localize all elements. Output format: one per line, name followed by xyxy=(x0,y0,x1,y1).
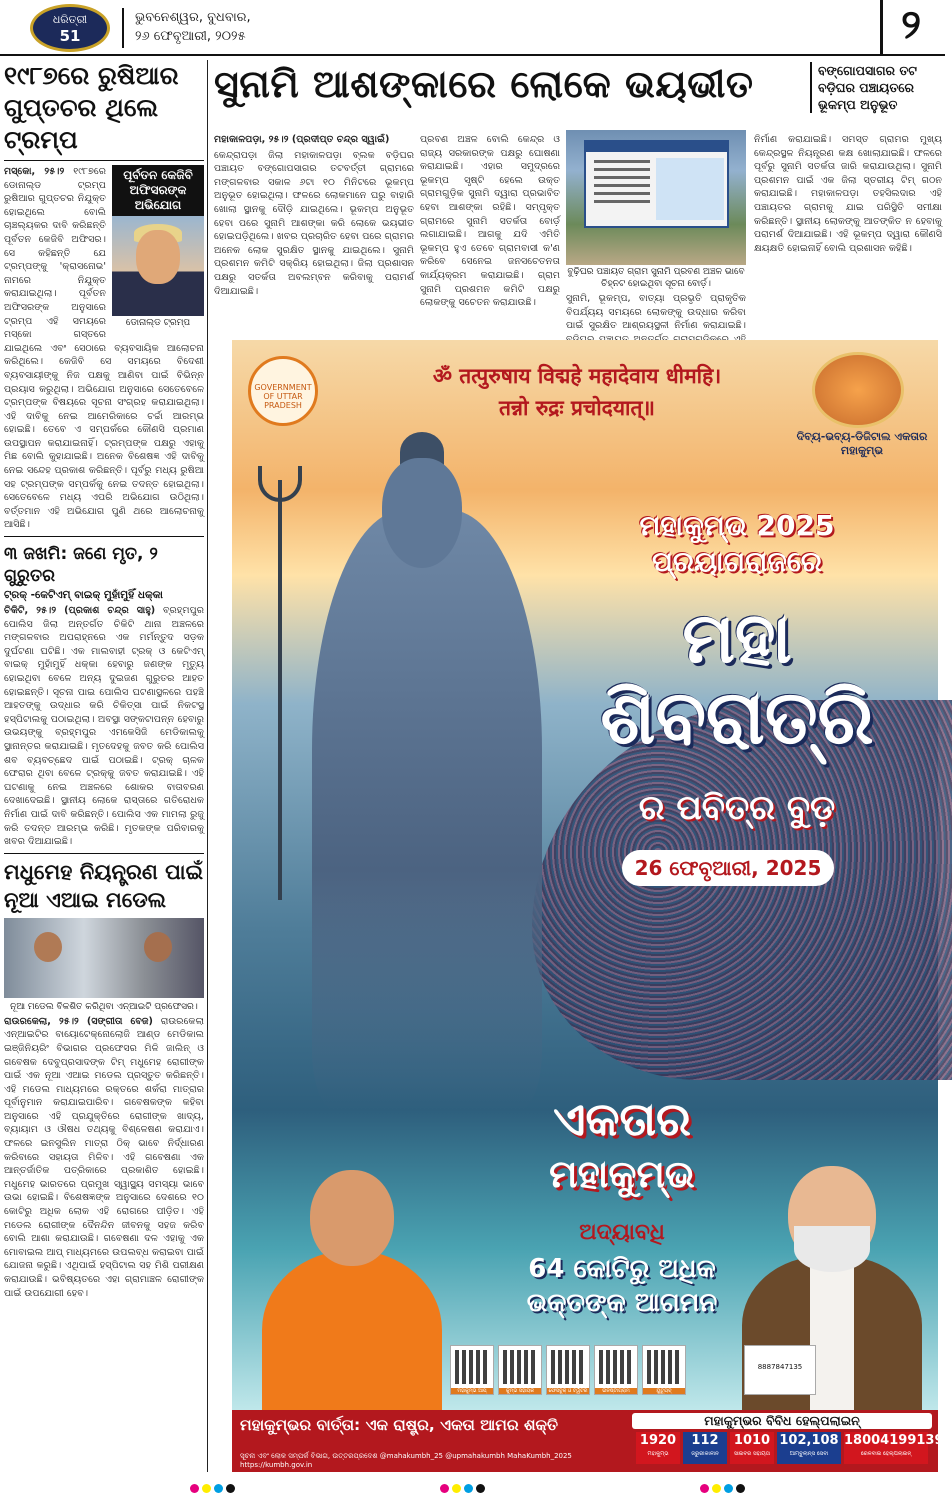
trump-dateline: ମସ୍କୋ, ୨୫।୨ xyxy=(4,166,65,177)
helpline-row xyxy=(636,1432,944,1464)
magenta-dot xyxy=(190,1484,199,1493)
trump-photo xyxy=(112,216,204,316)
shiva-mantra xyxy=(362,360,792,424)
helpline-number: 1010 xyxy=(733,1433,771,1448)
cyan-dot xyxy=(214,1484,223,1493)
masthead xyxy=(0,0,945,56)
helpline-number: 18004199139 xyxy=(844,1433,944,1448)
mahakumbh-tagline: ଦିବ୍ୟ-ଭବ୍ୟ-ଡିଜିଟାଲ ଏକତାର ମହାକୁମ୍ଭ xyxy=(796,430,928,457)
cyan-dot xyxy=(464,1484,473,1493)
diabetes-dateline: ରାଉରକେଲା, ୨୫।୨ (ସଙ୍ଗୀତା ବେଜ) xyxy=(4,1015,153,1027)
registration-dots xyxy=(440,1484,485,1493)
qr-code-icon[interactable] xyxy=(498,1345,542,1395)
accident-subheadline: ଟ୍ରକ୍ -କେଟିଏମ୍ ବାଇକ୍ ମୁହାଁମୁହିଁ ଧକ୍କା xyxy=(4,589,163,602)
trump-headline[interactable]: ୧୯୮୭ରେ ରୁଷିଆର ଗୁପ୍ତଚର ଥିଲେ ଟ୍ରମ୍ପ xyxy=(4,61,179,154)
tsunami-headline[interactable]: ସୁନାମି ଆଶଙ୍କାରେ ଲୋକେ ଭୟଭୀତ xyxy=(214,62,754,106)
yellow-dot xyxy=(202,1484,211,1493)
qr-label: ଇନଷ୍ଟାଗ୍ରାମ xyxy=(595,1388,637,1394)
researcher-2-shape xyxy=(144,932,172,962)
black-dot xyxy=(226,1484,235,1493)
tsunami-col-3: ସୁନାମି, ଭୂକମ୍ପ, ବାତ୍ୟା ପ୍ରଭୃତି ପ୍ରାକୃତିକ ବିପର୍ଯ୍ୟୟ ସମୟରେ ଲୋକଙ୍କୁ ଉଦ୍ଧାର କରିବା ପାଇଁ ସୁରକ୍ଷିତ ଆଶ୍ରୟସ୍ଥଳୀ ନିର୍ମାଣ କରାଯାଇଛି। xyxy=(566,293,746,332)
qr-label: ଫେସବୁକ୍ ଓ ଟ୍ୱିଟର xyxy=(548,1388,588,1394)
masthead-dateline xyxy=(135,8,251,46)
qr-label: ୟୁଟ୍ୟୁବ୍ xyxy=(643,1388,685,1394)
tsunami-board-caption: ବୁଢ଼ିଘର ପଞ୍ଚାୟତ ଗ୍ରାମ ସୁନାମି ପ୍ରବଣ ଅଞ୍ଚଳ ଭାବେ ଚିହ୍ନଟ ହୋଇଥିବା ସୂଚନା ବୋର୍ଡ଼। xyxy=(567,267,745,289)
helpline-title: ମହାକୁମ୍ଭର ବିବିଧ ହେଲ୍‌ପଲାଇନ୍ xyxy=(632,1413,932,1429)
board-header-bar xyxy=(586,142,727,152)
social-links[interactable]: ସୂଚନା ଏବଂ ଲୋକ ସମ୍ପର୍କ ବିଭାଗ, ଉତ୍ତରପ୍ରଦେଶ @mahakumbh_25 @upmahakumbh MahaKumbh_2025 https://kumbh.gov.in xyxy=(240,1452,572,1469)
masthead-city-day: ଭୁବନେଶ୍ୱର, ବୁଧବାର, xyxy=(135,10,251,25)
tsunami-col-2: ପ୍ରବଣ ଅଞ୍ଚଳ ବୋଲି କେନ୍ଦ୍ର ଓ ରାଜ୍ୟ ସରକାରଙ୍କ ପକ୍ଷରୁ ଘୋଷଣା କରାଯାଇଛି। ଏହାର ସମୁଦ୍ରରେ ଭୂକମ୍ପ ସୃଷ୍ଟି ହେଲେ ଉକ୍ତ ଗ୍ରାମଗୁଡ଼ିକ ସୁନାମି ଦ୍ୱାରା ପ୍ରଭାବିତ ହେବା ଆଶଙ୍କା ରହିଛି। ସମ୍ପୃକ୍ତ ଗ୍ରାମରେ ସୁନାମି ସତର୍କତା ବୋର୍ଡ଼ ଲଗାଯାଇଛି। ଆଗକୁ ଯଦି ଏମିତି ଭୂକମ୍ପ ହୁଏ ତେବେ ଗ୍ରାମବାସୀ କ'ଣ କରିବେ ସେନେଇ ଜନସଚେତନତା କାର୍ଯ୍ୟକ୍ରମ କରାଯାଇଛି। ଗ୍ରାମ ସୁନାମି ପ୍ରଶମନ କମିଟି ପକ୍ଷରୁ ଲୋକଙ୍କୁ ସଚେତନ କରାଯାଉଛି। xyxy=(420,134,560,309)
yogi-adityanath-photo xyxy=(252,1130,452,1410)
warning-board-shape xyxy=(584,140,729,228)
researcher-1-shape xyxy=(34,932,62,962)
accident-story xyxy=(4,604,204,849)
ad-maha-title: ମହା xyxy=(682,597,792,679)
accident-headline[interactable]: ୩ ଜଖମି: ଜଣେ ମୃତ, ୨ ଗୁରୁତର xyxy=(4,544,158,587)
page-number-divider xyxy=(880,0,883,56)
tsunami-side-headline: ବଙ୍ଗୋପସାଗର ତଟ ବଡ଼ିଘର ପଞ୍ଚାୟତରେ ଭୂକମ୍ପ ଅନୁଭୂତ xyxy=(810,62,942,113)
ai-researchers-photo xyxy=(4,918,204,998)
mahashivratri-advertisement[interactable] xyxy=(232,340,938,1410)
helpline-label: ରେଳବାଇ ହେଲ୍‌ପଲାଇନ୍ xyxy=(860,1451,912,1457)
ad-so-far: ଅଦ୍ୟାବଧି xyxy=(579,1220,665,1245)
ai-photo-caption: ନୂଆ ମଡେଲ ବିକଶିତ କରିଥିବା ଏନ୍‌ଆଇଟି ପ୍ରଫେସର। xyxy=(10,1001,198,1012)
trident-head-icon xyxy=(258,466,302,502)
tsunami-dateline: ମହାକାଳପଡ଼ା, ୨୫।୨ (ପ୍ରଦୀପ୍ତ ଚନ୍ଦ୍ର ସ୍ୱାଇଁ) xyxy=(214,134,390,145)
accident-body: ବ୍ରହ୍ମପୁର ପୋଲିସ ଜିଲା ଅନ୍ତର୍ଗତ ଚିକିଟି ଥାନା ଅଞ୍ଚଳରେ ମଙ୍ଗଳବାର ଅପରାହ୍ନରେ ଏକ ମର୍ମନ୍ତୁଦ ସଡ଼କ ଦୁର୍ଘଟଣା ଘଟିଛି। ଏକ ମାଲବାହୀ ଟ୍ରକ୍ ଓ କେଟିଏମ୍ ବାଇକ୍ ମୁହାଁମୁହିଁ ଧକ୍କା ହେବାରୁ ଜଣଙ୍କ ମୃତ୍ୟୁ ହୋଇଥିବା ବେଳେ ଅନ୍ୟ ଦୁଇଜଣ ଗୁରୁତର ଆହତ ହୋଇଛନ୍ତି। ସୂଚନା ପାଇ ପୋଲିସ ଘଟଣାସ୍ଥଳରେ ପହଞ୍ଚି ଆହତଙ୍କୁ ଉଦ୍ଧାର କରି ଚିକିତ୍ସା ପାଇଁ ନିକଟସ୍ଥ ହସ୍ପିଟାଲକୁ ପଠାଇଥିଲା। ଅବସ୍ଥା ସଙ୍କଟାପନ୍ନ ହେବାରୁ ଉଭୟଙ୍କୁ ବ୍ରହ୍ମପୁର ଏମକେସିଜି ମେଡିକାଲକୁ ସ୍ଥାନାନ୍ତର କରାଯାଇଛି। ମୃତଦେହକୁ ଜବତ କରି ପୋଲିସ ଶବ ବ୍ୟବଚ୍ଛେଦ ପାଇଁ ପଠାଇଛି। ଟ୍ରକ୍ ଚାଳକ ଫେରାର ଥିବା ବେଳେ ଟ୍ରକ୍କୁ ଜବତ କରାଯାଇଛି। ଏହି ଘଟଣାକୁ ନେଇ ଅଞ୍ଚଳରେ ଶୋକର ବାତାବରଣ ଦେଖାଦେଇଛି। ସ୍ଥାନୀୟ ଲୋକେ ରାସ୍ତାରେ ଗତିରୋଧକ ନିର୍ମାଣ ପାଇଁ ଦାବି କରିଛନ୍ତି। ପୋଲିସ ଏକ ମାମଲା ରୁଜୁ କରି ତଦନ୍ତ ଆରମ୍ଭ କରିଛି। ମୃତକଙ୍କ ପରିବାରକୁ ଖବର ଦିଆଯାଇଛି। xyxy=(4,605,204,848)
shiva-head xyxy=(382,458,462,568)
board-map-shape xyxy=(656,158,724,220)
ad-ekta-title: ଏକତାର xyxy=(553,1092,691,1146)
accident-dateline: ଚିକିଟି, ୨୫।୨ (ପ୍ରକାଶ ଚନ୍ଦ୍ର ସାହୁ) xyxy=(4,605,156,617)
yellow-dot xyxy=(452,1484,461,1493)
divider xyxy=(4,536,204,537)
divider xyxy=(4,160,204,161)
helpline-number: 1920 xyxy=(639,1433,677,1448)
trump-body: ୧୯୮୭ରେ ଡୋନାଲ୍ଡ ଟ୍ରମ୍ପ ରୁଷିଆର ଗୁପ୍ତଚର ନିଯୁକ୍ତ ହୋଇଥିଲେ ବୋଲି ଚାଞ୍ଚଲ୍ୟକର ଦାବି କରିଛନ୍ତି ପୂର୍ବତନ କେଜିବି ଅଫିସର। ସେ କହିଛନ୍ତି ଯେ ଟ୍ରମ୍ପଙ୍କୁ 'କ୍ରାସନୋଭ' ନାମରେ ନିଯୁକ୍ତ କରାଯାଇଥିଲା। ପୂର୍ବତନ ଅଫିସରଙ୍କ ଅନୁସାରେ ଟ୍ରମ୍ପ ଏହି ସମୟରେ ମସ୍କୋ ଗସ୍ତରେ ଯାଇଥିଲେ ଏବଂ ସେଠାରେ ବ୍ୟବସାୟିକ ଆଲୋଚନା କରିଥିଲେ। କେଜିବି ସେ ସମୟରେ ବିଦେଶୀ ବ୍ୟବସାୟୀଙ୍କୁ ନିଜ ପକ୍ଷକୁ ଆଣିବା ପାଇଁ ବିଭିନ୍ନ ପ୍ରୟାସ କରୁଥିଲା। ଅଭିଯୋଗ ଅନୁସାରେ ସେତେବେଳେ ଟ୍ରମ୍ପଙ୍କ ବିଷୟରେ ସୂଚନା ସଂଗ୍ରହ କରାଯାଇଥିଲା। ଏହି ଦାବିକୁ ନେଇ ଆମେରିକାରେ ଚର୍ଚ୍ଚା ଆରମ୍ଭ ହୋଇଛି। ତେବେ ଏ ସମ୍ପର୍କରେ କୌଣସି ପ୍ରମାଣ ଉପସ୍ଥାପନ କରାଯାଇନାହିଁ। ଟ୍ରମ୍ପଙ୍କ ପକ୍ଷରୁ ଏହାକୁ ମିଛ ବୋଲି କୁହାଯାଇଛି। ଅନେକ ବିଶେଷଜ୍ଞ ଏହି ଦାବିକୁ ନେଇ ସନ୍ଦେହ ପ୍ରକାଶ କରିଛନ୍ତି। ପୂର୍ବରୁ ମଧ୍ୟ ରୁଷିଆ ସହ ଟ୍ରମ୍ପଙ୍କ ସମ୍ପର୍କକୁ ନେଇ ତଦନ୍ତ ହୋଇଥିଲା। ସେତେବେଳେ ମଧ୍ୟ ଏପରି ଅଭିଯୋଗ ଉଠିଥିଲା। ବର୍ତ୍ତମାନ ଏହି ଅଭିଯୋଗ ପୁଣି ଥରେ ଆଲୋଚନାକୁ ଆସିଛି। xyxy=(4,166,204,531)
tsunami-col-1-text: କେନ୍ଦ୍ରାପଡ଼ା ଜିଲା ମହାକାଳପଡ଼ା ବ୍ଲକ ବଡ଼ିଘର ପଞ୍ଚାୟତ ବଙ୍ଗୋପସାଗର ତଟବର୍ତ୍ତୀ ଗ୍ରାମରେ ମଙ୍ଗଳବାର ସକାଳ ୬ଟା ୧୦ ମିନିଟରେ ଭୂକମ୍ପ ଅନୁଭୂତ ହୋଇଥିଲା। ଫଳରେ ଲୋକମାନେ ଘରୁ ବାହାରି ଖୋଲା ସ୍ଥାନକୁ ଦୌଡ଼ି ଯାଇଥିଲେ। ଭୂକମ୍ପ ଅନୁଭୂତ ହେବା ପରେ ସୁନାମି ଆଶଙ୍କା କରି ଲୋକେ ଭୟଭୀତ ହୋଇପଡ଼ିଥିଲେ। ଖବର ପ୍ରଚାରିତ ହେବା ପରେ ଗ୍ରାମର ଅନେକ ଲୋକ ସୁରକ୍ଷିତ ସ୍ଥାନକୁ ଯାଇଥିଲେ। ସୁନାମି ପ୍ରଶମନ କମିଟି ସକ୍ରିୟ ହୋଇଥିଲା। ଜିଲା ପ୍ରଶାସନ ପକ୍ଷରୁ ସତର୍କତା ଅବଲମ୍ବନ କରିବାକୁ ପରାମର୍ଶ ଦିଆଯାଇଛି। xyxy=(214,149,414,297)
masthead-divider xyxy=(122,8,124,48)
tsunami-col-4: ନିର୍ମାଣ କରାଯାଇଛି। ସମସ୍ତ ଗ୍ରାମର ମୁଖ୍ୟ କେନ୍ଦ୍ରସ୍ଥଳ ନିୟନ୍ତ୍ରଣ କକ୍ଷ ଖୋଲାଯାଇଛି। ଫଳରେ ପୂର୍ବରୁ ସୁନାମି ସତର୍କତା ଜାରି କରାଯାଉଥିଲା। ସୁନାମି ପ୍ରଶମନ ପାଇଁ ଏକ ଜିଲା ସ୍ତରୀୟ ଟିମ୍ ଗଠନ କରାଯାଇଛି। ମହାକାଳପଡ଼ା ତହସିଲଦାର ଏହି ପଞ୍ଚାୟତର ଗ୍ରାମକୁ ଯାଇ ପରିସ୍ଥିତି ସମୀକ୍ଷା କରିଛନ୍ତି। ସ୍ଥାନୀୟ ଲୋକଙ୍କୁ ଆତଙ୍କିତ ନ ହେବାକୁ ପରାମର୍ଶ ଦିଆଯାଇଛି। ଏହି ଭୂକମ୍ପ ଦ୍ୱାରା କୌଣସି କ୍ଷୟକ୍ଷତି ହୋଇନାହିଁ ବୋଲି ପ୍ରଶାସନ କହିଛି। xyxy=(754,134,942,254)
qr-label: କୁମ୍ଭ ସହାୟକ xyxy=(499,1388,541,1394)
qr-code-icon[interactable] xyxy=(594,1345,638,1395)
helpline-label: ସାଇବର ସହାୟତା xyxy=(733,1451,771,1457)
diabetes-headline[interactable]: ମଧୁମେହ ନିୟନ୍ତ୍ରଣ ପାଇଁ ନୂଆ ଏଆଇ ମଡେଲ xyxy=(4,859,204,912)
whatsapp-number[interactable]: 8887847135 xyxy=(744,1345,816,1395)
ad-devotee-count: 64 କୋଟିରୁ ଅଧିକ xyxy=(528,1254,716,1284)
helpline-label: ଆମ୍ବୁଲାନ୍ସ ସେବା xyxy=(789,1451,829,1457)
tsunami-col-1 xyxy=(214,133,414,329)
ad-date-pill: 26 ଫେବୃଆରୀ, 2025 xyxy=(622,850,834,886)
helpline-1920[interactable] xyxy=(636,1432,680,1464)
helpline-railway[interactable] xyxy=(844,1432,944,1464)
ad-mahakumbh-title: ମହାକୁମ୍ଭ xyxy=(549,1152,695,1196)
trump-label: ପୂର୍ବତନ କେଜିବି ଅଫିସରଙ୍କ ଅଭିଯୋଗ xyxy=(112,165,204,216)
cyan-dot xyxy=(724,1484,733,1493)
black-dot xyxy=(736,1484,745,1493)
mantra-line-1: ॐ तत्पुरुषाय विद्महे महादेवाय धीमहि। xyxy=(432,363,722,388)
diabetes-story xyxy=(4,1015,204,1300)
magenta-dot xyxy=(440,1484,449,1493)
helpline-112[interactable] xyxy=(683,1432,727,1464)
ad-holy-dip: ର ପବିତ୍ର ବୁଡ଼ xyxy=(638,788,836,828)
yogi-face-shape xyxy=(310,1170,394,1266)
modi-shirt-shape xyxy=(810,1262,854,1410)
qr-code-icon[interactable] xyxy=(546,1345,590,1395)
column-rule xyxy=(207,60,208,1472)
mahakumbh-banner xyxy=(232,1410,944,1472)
newspaper-logo[interactable] xyxy=(30,4,110,52)
masthead-date: ୨୬ ଫେବୃଆରୀ, ୨୦୨୫ xyxy=(135,29,246,44)
registration-dots xyxy=(700,1484,745,1493)
qr-label: ମହାକୁମ୍ଭ ଆପ୍ xyxy=(451,1388,493,1394)
trump-sidebar xyxy=(112,165,204,330)
qr-code-row xyxy=(450,1345,740,1403)
helpline-102-108[interactable] xyxy=(777,1432,841,1464)
yellow-dot xyxy=(712,1484,721,1493)
diabetes-body: ରାଉରକେଲା ଏନ୍‌ଆଇଟିର ବାୟୋଟେକ୍ନୋଲୋଜି ଆଣ୍ଡ ମେଡିକାଲ ଇଞ୍ଜିନିୟରିଂ ବିଭାଗର ପ୍ରଫେସର ମିଳି ଜାଲିନ୍ ଓ ଗବେଷକ ଦେବୁପ୍ରସାଦଙ୍କ ଟିମ୍ ମଧୁମେହ ରୋଗୀଙ୍କ ପାଇଁ ଏକ ନୂଆ ଏଆଇ ମଡେଲ ପ୍ରସ୍ତୁତ କରିଛନ୍ତି। ଏହି ମଡେଲ ମାଧ୍ୟମରେ ରକ୍ତରେ ଶର୍କରା ମାତ୍ରାର ପୂର୍ବାନୁମାନ କରାଯାଇପାରିବ। ଗବେଷକଙ୍କ କହିବା ଅନୁସାରେ ଏହି ପ୍ରଯୁକ୍ତିରେ ରୋଗୀଙ୍କ ଖାଦ୍ୟ, ବ୍ୟାୟାମ ଓ ଔଷଧ ତଥ୍ୟକୁ ବିଶ୍ଳେଷଣ କରାଯାଏ। ଫଳରେ ଇନସୁଲିନ ମାତ୍ରା ଠିକ୍ ଭାବେ ନିର୍ଦ୍ଧାରଣ କରିବାରେ ସହାୟତା ମିଳିବ। ଏହି ଗବେଷଣା ଏକ ଆନ୍ତର୍ଜାତିକ ପତ୍ରିକାରେ ପ୍ରକାଶିତ ହୋଇଛି। ମଧୁମେହ ଭାରତରେ ପ୍ରମୁଖ ସ୍ୱାସ୍ଥ୍ୟ ସମସ୍ୟା ଭାବେ ଉଭା ହୋଇଛି। ବିଶେଷଜ୍ଞଙ୍କ ଅନୁସାରେ ଦେଶରେ ୧୦ କୋଟିରୁ ଅଧିକ ଲୋକ ଏହି ରୋଗରେ ପୀଡ଼ିତ। ଏହି ମଡେଲ ରୋଗୀଙ୍କ ଦୈନନ୍ଦିନ ଜୀବନକୁ ସହଜ କରିବ ବୋଲି ଆଶା କରାଯାଉଛି। ଗବେଷଣା ଦଳ ଏହାକୁ ଏକ ମୋବାଇଲ ଆପ୍ ମାଧ୍ୟମରେ ଉପଲବ୍ଧ କରାଇବା ପାଇଁ ଯୋଜନା କରୁଛି। ଏଥିପାଇଁ ହସ୍ପିଟାଲ ସହ ମିଶି ପରୀକ୍ଷଣ କରାଯାଉଛି। ଭବିଷ୍ୟତରେ ଏହା ଗ୍ରାମାଞ୍ଚଳ ରୋଗୀଙ୍କ ପାଇଁ ଉପଯୋଗୀ ହେବ। xyxy=(4,1015,204,1299)
banner-slogan: ମହାକୁମ୍ଭର ବାର୍ତ୍ତା: ଏକ ରାଷ୍ଟ୍ର, ଏକତା ଆମର ଶକ୍ତି xyxy=(240,1416,559,1434)
helpline-1010[interactable] xyxy=(730,1432,774,1464)
helpline-number: 112 xyxy=(691,1433,719,1448)
ad-shivratri-title: ଶିବରାତ୍ରି xyxy=(600,675,874,761)
trump-photo-caption: ଡୋନାଲ୍ଡ ଟ୍ରମ୍ପ xyxy=(125,318,191,328)
black-dot xyxy=(476,1484,485,1493)
magenta-dot xyxy=(700,1484,709,1493)
mahakumbh-logo xyxy=(812,352,904,428)
trump-face-shape xyxy=(136,230,180,284)
divider xyxy=(4,853,204,854)
mantra-line-2: तन्नो रुद्रः प्रचोदयात्॥ xyxy=(499,395,655,420)
logo-text: ଧରିତ୍ରୀ xyxy=(52,13,88,26)
qr-code-icon[interactable] xyxy=(450,1345,494,1395)
helpline-number: 102,108 xyxy=(779,1433,839,1448)
saffron-robe-shape xyxy=(262,1250,442,1410)
up-government-emblem: GOVERNMENT OF UTTAR PRADESH xyxy=(248,356,318,426)
tsunami-board-photo xyxy=(566,130,746,265)
left-column xyxy=(4,60,204,1480)
logo-anniversary-number: 51 xyxy=(59,27,81,45)
helpline-label: ଜରୁରୀକାଳୀନ xyxy=(691,1451,719,1457)
helpline-label: ମହାକୁମ୍ଭ xyxy=(647,1451,669,1457)
qr-code-icon[interactable] xyxy=(642,1345,686,1395)
page-number: ୨ xyxy=(901,2,921,48)
trident-icon xyxy=(278,480,282,900)
ad-devotees-arrival: ଭକ୍ତଙ୍କ ଆଗମନ xyxy=(526,1288,718,1318)
print-registration-footer xyxy=(0,1478,945,1501)
board-text-lines xyxy=(594,160,650,163)
ad-event-line: ମହାକୁମ୍ଭ 2025 ପ୍ରୟାଗରାଜରେ xyxy=(639,509,835,578)
registration-dots xyxy=(190,1484,235,1493)
shiva-figure xyxy=(312,510,542,1110)
